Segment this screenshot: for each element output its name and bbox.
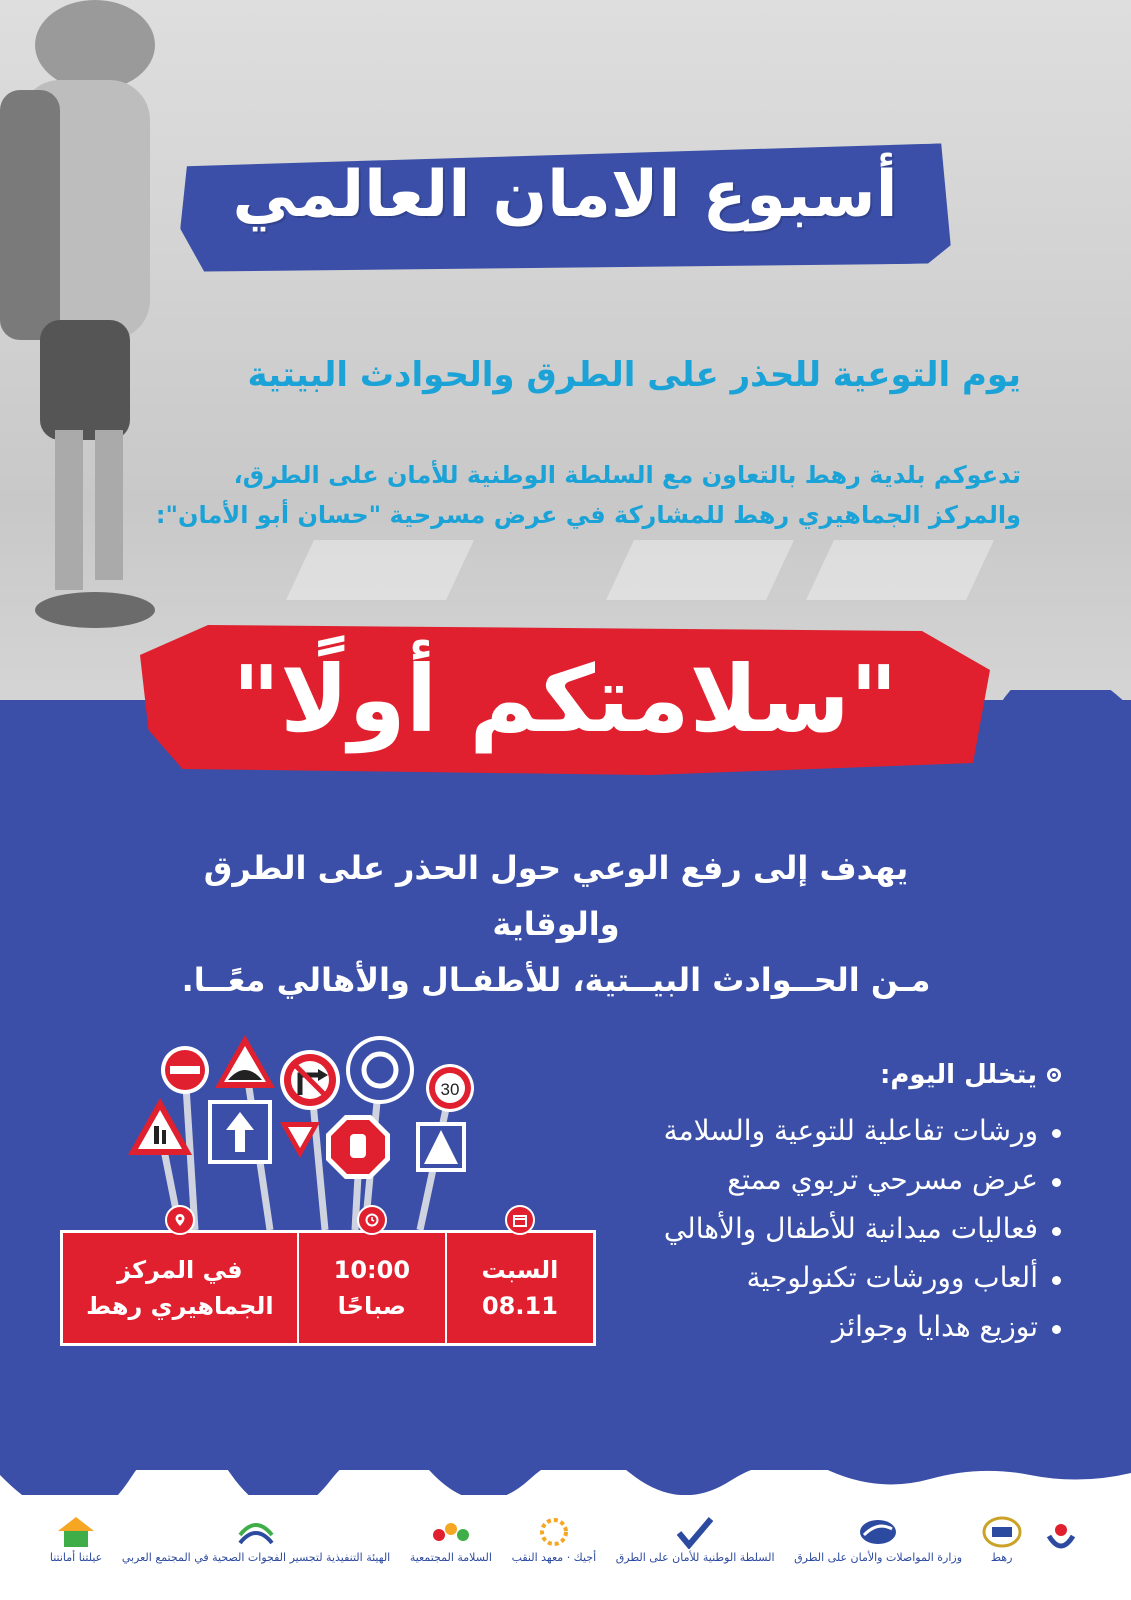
- program-item: ورشات تفاعلية للتوعية والسلامة: [591, 1106, 1061, 1155]
- event-subtitle: يوم التوعية للحذر على الطرق والحوادث البيتية: [247, 355, 1021, 395]
- invitation-line-2: والمركز الجماهيري رهط للمشاركة في عرض مسرحية "حسان أبو الأمان":: [155, 501, 1021, 529]
- speed-limit-value: 30: [440, 1080, 460, 1099]
- sponsor-logos: [0, 1485, 1131, 1595]
- info-date: [447, 1233, 593, 1343]
- ajeec-logo-icon: [534, 1515, 574, 1549]
- road-safety-authority-logo-icon: [675, 1515, 715, 1549]
- aim-line-2: مـن الحــوادث البيــتية، للأطفـال والأهالي معًــا.: [181, 961, 931, 999]
- traffic-signs-illustration: [120, 1030, 500, 1230]
- stop-hand-sign-icon: [326, 1115, 390, 1179]
- logo-transport-ministry: وزارة المواصلات والأمان على الطرق: [794, 1515, 962, 1565]
- one-way-sign-icon: [208, 1100, 272, 1164]
- ailtna-logo-icon: [56, 1515, 96, 1549]
- event-time: 10:00: [333, 1256, 411, 1284]
- transport-ministry-logo-icon: [858, 1515, 898, 1549]
- location-pin-icon: [165, 1205, 195, 1235]
- event-date: 08.11: [481, 1292, 558, 1320]
- logo-road-safety-authority: السلطة الوطنية للأمان على الطرق: [616, 1515, 775, 1565]
- warning-bump-sign-icon: [215, 1035, 275, 1088]
- community-center-logo-icon: [1041, 1522, 1081, 1556]
- crosswalk-sign-icon: [416, 1122, 466, 1172]
- logo-gaps-authority: الهيئة التنفيذية لتجسير الفجوات الصحية في المجتمع العربي: [122, 1515, 390, 1565]
- no-turn-sign-icon: [280, 1050, 340, 1110]
- aim-text: [156, 840, 956, 1008]
- logo-ailtna: عيلتنا أمانتنا: [50, 1515, 102, 1565]
- calendar-icon: [505, 1205, 535, 1235]
- info-time: [299, 1233, 447, 1343]
- logo-community-safety: السلامة المجتمعية: [410, 1515, 492, 1565]
- slogan: "سلامتكم أولًا": [232, 646, 898, 753]
- program-list: [591, 1060, 1061, 1351]
- program-item: فعاليات ميدانية للأطفال والأهالي: [591, 1204, 1061, 1253]
- logo-ajeec: أجيك · معهد النقب: [512, 1515, 597, 1565]
- event-place-line-2: الجماهيري رهط: [86, 1292, 274, 1320]
- event-place-line-1: في المركز: [117, 1256, 243, 1284]
- program-item: توزيع هدايا وجوائز: [591, 1302, 1061, 1351]
- program-heading: [591, 1060, 1061, 1090]
- ring-bullet-icon: [1047, 1068, 1061, 1082]
- event-info-box: [60, 1230, 596, 1346]
- roundabout-sign-icon: [346, 1036, 414, 1104]
- logo-rahat: رهط: [982, 1515, 1022, 1565]
- event-day: السبت: [481, 1256, 559, 1284]
- gaps-authority-logo-icon: [236, 1515, 276, 1549]
- pedestrians-sign-icon: [128, 1098, 192, 1155]
- rahat-logo-icon: [982, 1515, 1022, 1549]
- page-title: أسبوع الامان العالمي: [232, 158, 898, 232]
- child-figure: [0, 0, 200, 640]
- program-heading-text: يتخلل اليوم:: [879, 1060, 1037, 1090]
- community-safety-logo-icon: [431, 1515, 471, 1549]
- program-item: عرض مسرحي تربوي ممتع: [591, 1155, 1061, 1204]
- invitation-text: [101, 455, 1021, 535]
- speed-limit-sign-icon: [426, 1064, 474, 1112]
- no-entry-sign-icon: [161, 1046, 209, 1094]
- event-period: صباحًا: [337, 1292, 406, 1320]
- info-place: [63, 1233, 299, 1343]
- clock-icon: [357, 1205, 387, 1235]
- invitation-line-1: تدعوكم بلدية رهط بالتعاون مع السلطة الوطنية للأمان على الطرق،: [233, 461, 1021, 489]
- aim-line-1: يهدف إلى رفع الوعي حول الحذر على الطرق والوقاية: [203, 849, 909, 943]
- program-item: ألعاب وورشات تكنولوجية: [591, 1253, 1061, 1302]
- logo-community-center: [1041, 1522, 1081, 1558]
